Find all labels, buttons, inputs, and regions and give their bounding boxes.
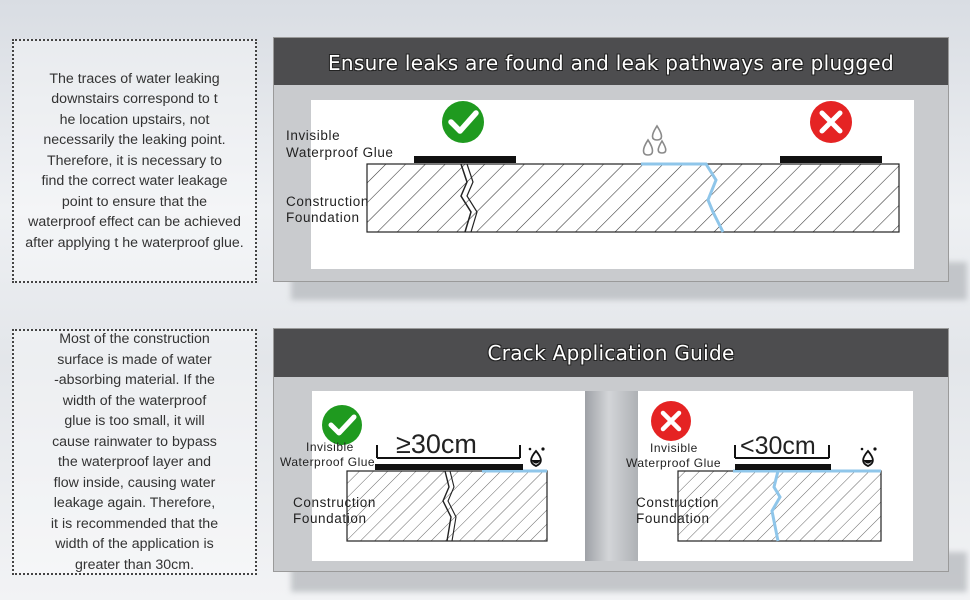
check-icon bbox=[322, 405, 362, 445]
glue-strip-good bbox=[414, 156, 516, 163]
guide-panel-title: Crack Application Guide bbox=[274, 329, 948, 377]
good-width-diagram bbox=[280, 391, 585, 561]
glue-strip bbox=[735, 464, 831, 470]
foundation-label-line1: Construction bbox=[286, 194, 369, 209]
foundation-label-line2: Foundation bbox=[636, 511, 710, 526]
bad-width-diagram bbox=[626, 391, 913, 561]
panel-divider bbox=[585, 391, 638, 561]
leak-panel-title: Ensure leaks are found and leak pathways are plugged bbox=[274, 38, 948, 85]
foundation-block bbox=[367, 164, 899, 232]
foundation-label-line2: Foundation bbox=[286, 210, 360, 225]
leak-diagram-area bbox=[286, 100, 914, 269]
foundation-label-line1: Construction bbox=[636, 495, 719, 510]
crack-guide-panel bbox=[273, 328, 949, 572]
good-width-svg bbox=[280, 391, 585, 561]
leak-diagram bbox=[286, 100, 914, 269]
foundation-label-line1: Construction bbox=[293, 495, 376, 510]
water-drops-icon bbox=[644, 126, 666, 155]
glue-label-line2: Waterproof Glue bbox=[280, 455, 376, 469]
water-drop-icon bbox=[861, 447, 877, 466]
check-icon bbox=[442, 101, 484, 143]
glue-label-line1: Invisible bbox=[306, 440, 354, 454]
glue-label-line1: Invisible bbox=[286, 128, 341, 143]
cross-icon bbox=[651, 401, 691, 441]
glue-label-line2: Waterproof Glue bbox=[286, 145, 394, 160]
width-label-bad: <30cm bbox=[740, 432, 816, 460]
leak-pathway-panel bbox=[273, 37, 949, 282]
glue-label-line1: Invisible bbox=[650, 441, 698, 455]
width-label-good: ≥30cm bbox=[396, 429, 477, 459]
foundation-label-line2: Foundation bbox=[293, 511, 367, 526]
water-drop-icon bbox=[529, 447, 545, 466]
glue-strip bbox=[375, 464, 523, 470]
width-explanation-text: Most of the construction surface is made of water -absorbing material. If the width of the waterproof glue is too small, it will cause rainwater to bypass the waterproof layer and flow inside, causing water leakage again. Therefore, it is recommended that the width of the application is greater than 30cm. bbox=[50, 331, 219, 573]
leak-explanation-note bbox=[12, 39, 257, 283]
leak-explanation-text: The traces of water leaking downstairs correspond to t he location upstairs, not necessarily the leaking point. Therefore, it is necessary to find the correct water leakage point to ensure that the waterproof effect can be achieved after applying t he waterproof glue. bbox=[25, 70, 244, 251]
glue-strip-bad bbox=[780, 156, 882, 163]
glue-label-line2: Waterproof Glue bbox=[626, 456, 722, 470]
width-explanation-note bbox=[12, 329, 257, 575]
cross-icon bbox=[810, 101, 852, 143]
bad-width-svg bbox=[626, 391, 913, 561]
